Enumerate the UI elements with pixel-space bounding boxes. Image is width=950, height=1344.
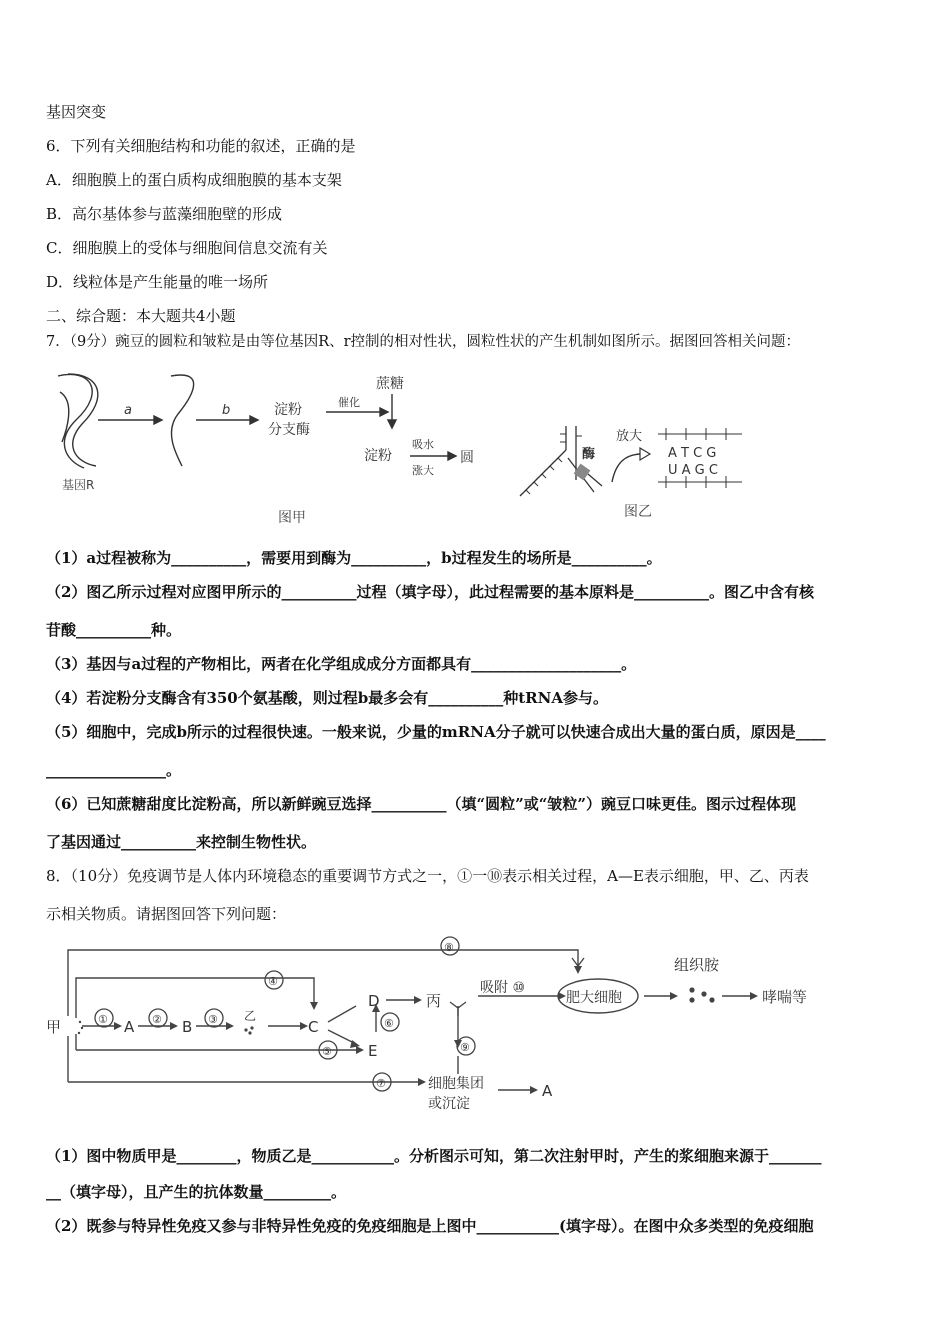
gene-r-label: 基因R: [62, 478, 95, 492]
q7-part-6b: 了基因通过__________来控制生物性状。: [46, 833, 317, 851]
q7-part-5a: （5）细胞中，完成b所示的过程很快速。一般来说，少量的mRNA分子就可以快速合成出大量的蛋白质，原因是____: [46, 723, 826, 741]
label-b: b: [222, 403, 231, 418]
q7-part-1: （1）a过程被称为__________，需要用到酶为__________，b过程发生的场所是__________。: [46, 549, 662, 567]
q7-part-6a: （6）已知蔗糖甜度比淀粉高，所以新鲜豌豆选择__________（填“圆粒”或“皱粒”）豌豆口味更佳。图示过程体现: [46, 795, 796, 813]
q7-part-2b: 苷酸__________种。: [46, 621, 182, 639]
cell-a-2: A: [542, 1082, 553, 1100]
question-8-stem-b: 示相关物质。请据图回答下列问题：: [46, 905, 287, 923]
rna-row: U A G C: [668, 463, 718, 478]
q7-part-3: （3）基因与a过程的产物相比，两者在化学组成成分方面都具有____________________。: [46, 655, 637, 673]
figure-immune-regulation: [46, 936, 826, 1122]
q8-part-1a: （1）图中物质甲是________，物质乙是___________。分析图示可知，第二次注射甲时，产生的浆细胞来源于_______: [46, 1147, 822, 1165]
option-a: A．细胞膜上的蛋白质构成细胞膜的基本支架: [46, 171, 342, 189]
num-8: ⑧: [444, 941, 454, 954]
cell-d: D: [368, 992, 380, 1010]
label-round: 圆: [460, 450, 474, 466]
cell-cluster-1: 细胞集团: [428, 1076, 484, 1092]
num-9: ⑨: [460, 1041, 470, 1054]
cell-cluster-2: 或沉淀: [428, 1096, 470, 1112]
label-a: a: [124, 403, 132, 418]
figure-pea-gene-expression: [46, 362, 766, 532]
caption-jia: 图甲: [278, 510, 306, 526]
num-7: ⑦: [376, 1077, 386, 1090]
num-6: ⑥: [384, 1017, 394, 1030]
question-8-stem-a: 8．（10分）免疫调节是人体内环境稳态的重要调节方式之一，①一⑩表示相关过程，A—E表示细胞，甲、乙、丙表: [46, 867, 809, 885]
section-heading: 二、综合题：本大题共4小题: [46, 307, 236, 325]
num-2: ②: [152, 1013, 162, 1026]
text-line: 基因突变: [46, 103, 107, 121]
q7-part-5b: ________________。: [46, 761, 182, 779]
histamine: 组织胺: [674, 956, 720, 974]
cell-e: E: [368, 1042, 378, 1060]
cell-a: A: [124, 1018, 135, 1036]
num-5: ⑤: [322, 1045, 332, 1058]
q7-part-2a: （2）图乙所示过程对应图甲所示的__________过程（填字母），此过程需要的基本原料是__________。图乙中含有核: [46, 583, 814, 601]
num-3: ③: [208, 1013, 218, 1026]
label-jia: 甲: [46, 1018, 62, 1036]
asthma: 哮喘等: [762, 988, 808, 1006]
label-catalyze: 催化: [338, 396, 360, 409]
label-fangda: 放大: [616, 429, 643, 444]
substance-bing: 丙: [426, 992, 442, 1010]
substance-yi: 乙: [244, 1009, 257, 1023]
option-b: B．高尔基体参与蓝藻细胞壁的形成: [46, 205, 283, 223]
label-starch: 淀粉: [364, 448, 392, 464]
label-sucrose: 蔗糖: [376, 376, 404, 392]
option-c: C．细胞膜上的受体与细胞间信息交流有关: [46, 239, 328, 257]
q7-part-4: （4）若淀粉分支酶含有350个氨基酸，则过程b最多会有__________种tRNA参与。: [46, 689, 608, 707]
label-mei: 酶: [582, 447, 596, 462]
label-enzyme-2: 分支酶: [268, 422, 310, 438]
label-swell: 涨大: [412, 464, 434, 477]
q8-part-1b: __（填字母），且产生的抗体数量_________。: [46, 1183, 347, 1201]
label-absorb: 吸水: [412, 438, 434, 451]
num-4: ④: [268, 975, 278, 988]
question-7-stem: 7．（9分）豌豆的圆粒和皱粒是由等位基因R、r控制的相对性状，圆粒性状的产生机制如图所示。据图回答相关问题：: [46, 334, 801, 350]
cell-b: B: [182, 1018, 193, 1036]
caption-yi: 图乙: [624, 504, 652, 520]
cell-c: C: [308, 1018, 319, 1036]
mast-cell: 肥大细胞: [566, 990, 622, 1006]
num-1: ①: [98, 1013, 108, 1026]
option-d: D．线粒体是产生能量的唯一场所: [46, 273, 269, 291]
dna-row: A T C G: [668, 446, 717, 461]
label-adsorb: 吸附 ⑩: [480, 980, 526, 996]
question-6-stem: 6．下列有关细胞结构和功能的叙述，正确的是: [46, 137, 356, 155]
q8-part-2: （2）既参与特异性免疫又参与非特异性免疫的免疫细胞是上图中___________(填字母）。在图中众多类型的免疫细胞: [46, 1217, 814, 1235]
label-enzyme-1: 淀粉: [274, 402, 302, 418]
